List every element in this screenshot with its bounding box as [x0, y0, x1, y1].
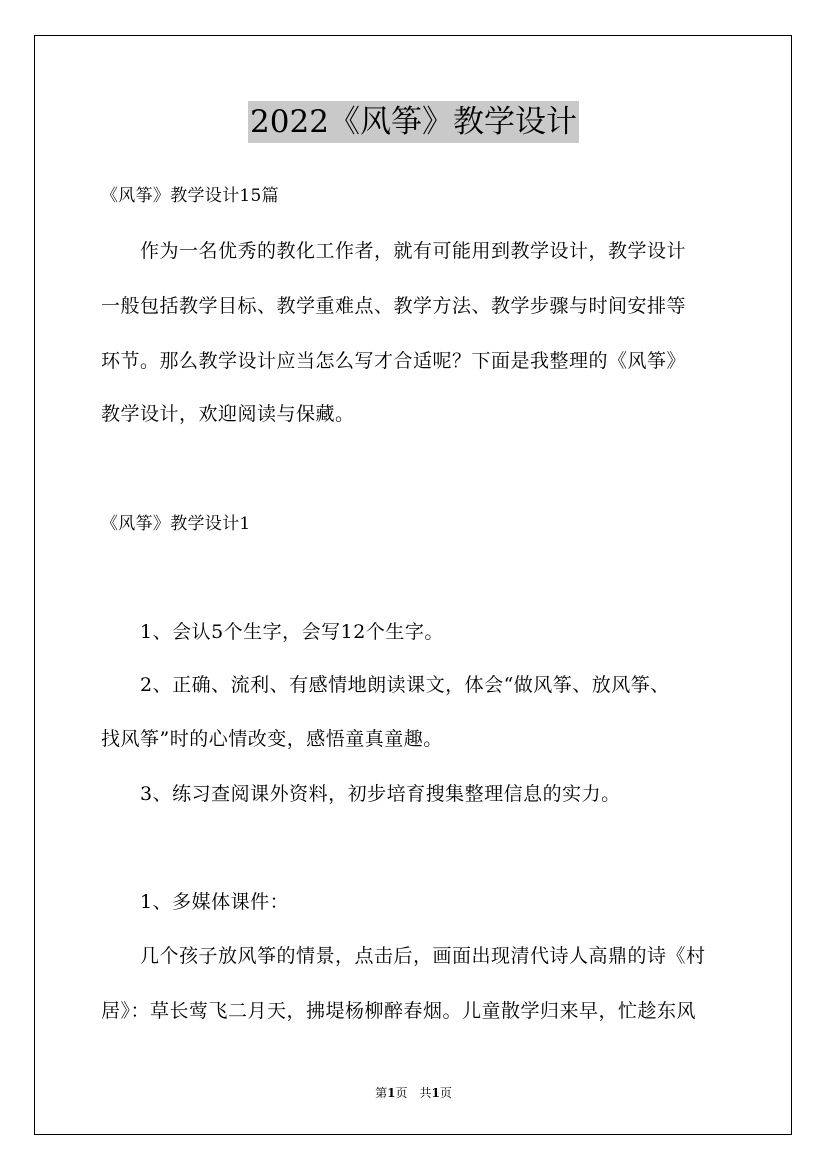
footer-total-pages: 1: [431, 1086, 440, 1100]
footer-page-number: 1: [387, 1086, 396, 1100]
goal-line-2: 2、正确、流利、有感情地朗读课文，体会“做风筝、放风筝、: [101, 674, 670, 696]
goal-line-1: 1、会认5个生字，会写12个生字。: [101, 621, 444, 643]
goal-line-4: 3、练习查阅课外资料，初步培育搜集整理信息的实力。: [101, 783, 621, 805]
goal-line-3: 找风筝”时的心情改变，感悟童真童趣。: [101, 728, 443, 750]
document-title: 2022《风筝》教学设计: [248, 101, 579, 143]
footer-suffix: 页: [439, 1086, 452, 1100]
footer-mid: 页 共: [395, 1086, 432, 1100]
intro-line-2: 一般包括教学目标、教学重难点、教学方法、教学步骤与时间安排等: [101, 295, 687, 317]
document-subtitle: 《风筝》教学设计15篇: [101, 186, 279, 206]
intro-line-3: 环节。那么教学设计应当怎么写才合适呢？下面是我整理的《风筝》: [101, 350, 687, 372]
prep-heading: 1、多媒体课件：: [101, 891, 290, 913]
intro-line-1: 作为一名优秀的教化工作者，就有可能用到教学设计，教学设计: [101, 240, 687, 262]
page-footer: [0, 1084, 827, 1101]
section-heading: 《风筝》教学设计1: [101, 514, 251, 534]
intro-line-4: 教学设计，欢迎阅读与保藏。: [101, 403, 355, 425]
footer-prefix: 第: [375, 1086, 388, 1100]
prep-line-1: 几个孩子放风筝的情景，点击后，画面出现清代诗人高鼎的诗《村: [101, 945, 706, 967]
title-container: [0, 101, 827, 143]
prep-line-2: 居》：草长莺飞二月天，拂堤杨柳醉春烟。儿童散学归来早，忙趁东风: [101, 1000, 697, 1022]
